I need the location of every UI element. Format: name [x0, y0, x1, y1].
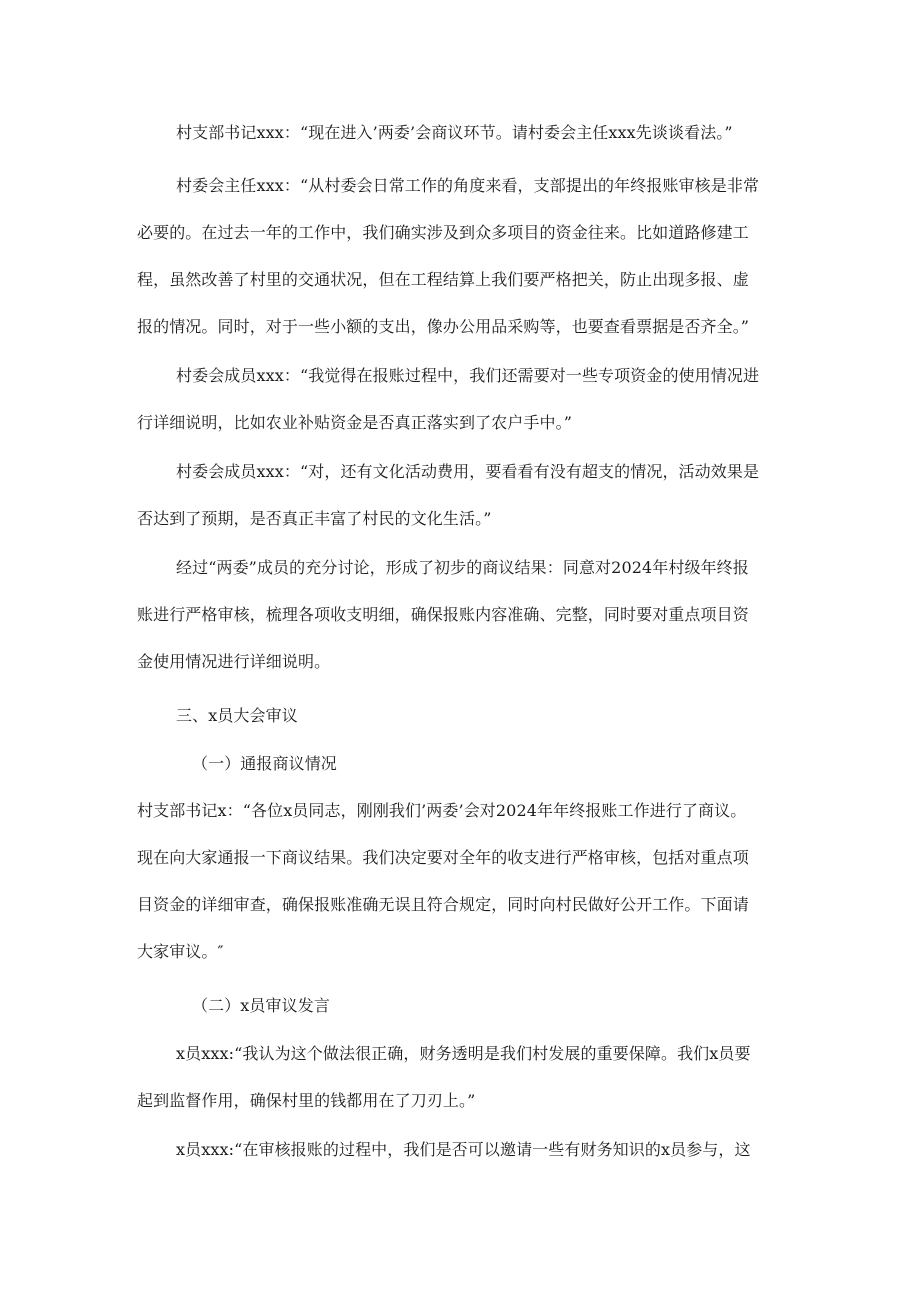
subsection-heading: （二）x员审议发言 — [192, 996, 330, 1015]
section-heading: 三、x员大会审议 — [176, 706, 298, 725]
paragraph-line: 程，虽然改善了村里的交通状况，但在工程结算上我们要严格把关，防止出现多报、虚 — [137, 270, 749, 289]
paragraph-line: 村支部书记xxx：“现在进入’两委’会商议环节。请村委会主任xxx先谈谈看法。” — [176, 123, 733, 142]
paragraph-line: 账进行严格审核，梳理各项收支明细，确保报账内容准确、完整，同时要对重点项目资 — [137, 605, 749, 624]
paragraph-line: x员xxx:“我认为这个做法很正确，财务透明是我们村发展的重要保障。我们x员要 — [176, 1044, 751, 1063]
paragraph-line: 村支部书记x：“各位x员同志，刚刚我们’两委’会对2024年年终报账工作进行了商议。 — [137, 801, 747, 820]
paragraph-line: 起到监督作用，确保村里的钱都用在了刀刃上。” — [137, 1091, 476, 1110]
paragraph-line: 经过“两委”成员的充分讨论，形成了初步的商议结果：同意对2024年村级年终报 — [176, 558, 749, 577]
paragraph-line: x员xxx:“在审核报账的过程中，我们是否可以邀请一些有财务知识的x员参与，这 — [176, 1140, 751, 1159]
paragraph-line: 村委会主任xxx：“从村委会日常工作的角度来看，支部提出的年终报账审核是非常 — [176, 176, 760, 195]
paragraph-line: 金使用情况进行详细说明。 — [137, 652, 331, 671]
paragraph-line: 必要的。在过去一年的工作中，我们确实涉及到众多项目的资金往来。比如道路修建工 — [137, 223, 749, 242]
paragraph-line: 目资金的详细审查，确保报账准确无误且符合规定，同时向村民做好公开工作。下面请 — [137, 895, 749, 914]
paragraph-line: 报的情况。同时，对于一些小额的支出，像办公用品采购等，也要查看票据是否齐全。” — [137, 317, 750, 336]
paragraph-line: 大家审议。″ — [137, 942, 224, 961]
paragraph-line: 行详细说明，比如农业补贴资金是否真正落实到了农户手中。” — [137, 413, 572, 432]
subsection-heading: （一）通报商议情况 — [192, 754, 337, 773]
paragraph-line: 村委会成员xxx：“我觉得在报账过程中，我们还需要对一些专项资金的使用情况进 — [176, 366, 760, 385]
paragraph-line: 否达到了预期，是否真正丰富了村民的文化生活。” — [137, 509, 492, 528]
paragraph-line: 村委会成员xxx：“对，还有文化活动费用，要看看有没有超支的情况，活动效果是 — [176, 462, 760, 481]
paragraph-line: 现在向大家通报一下商议结果。我们决定要对全年的收支进行严格审核，包括对重点项 — [137, 848, 749, 867]
